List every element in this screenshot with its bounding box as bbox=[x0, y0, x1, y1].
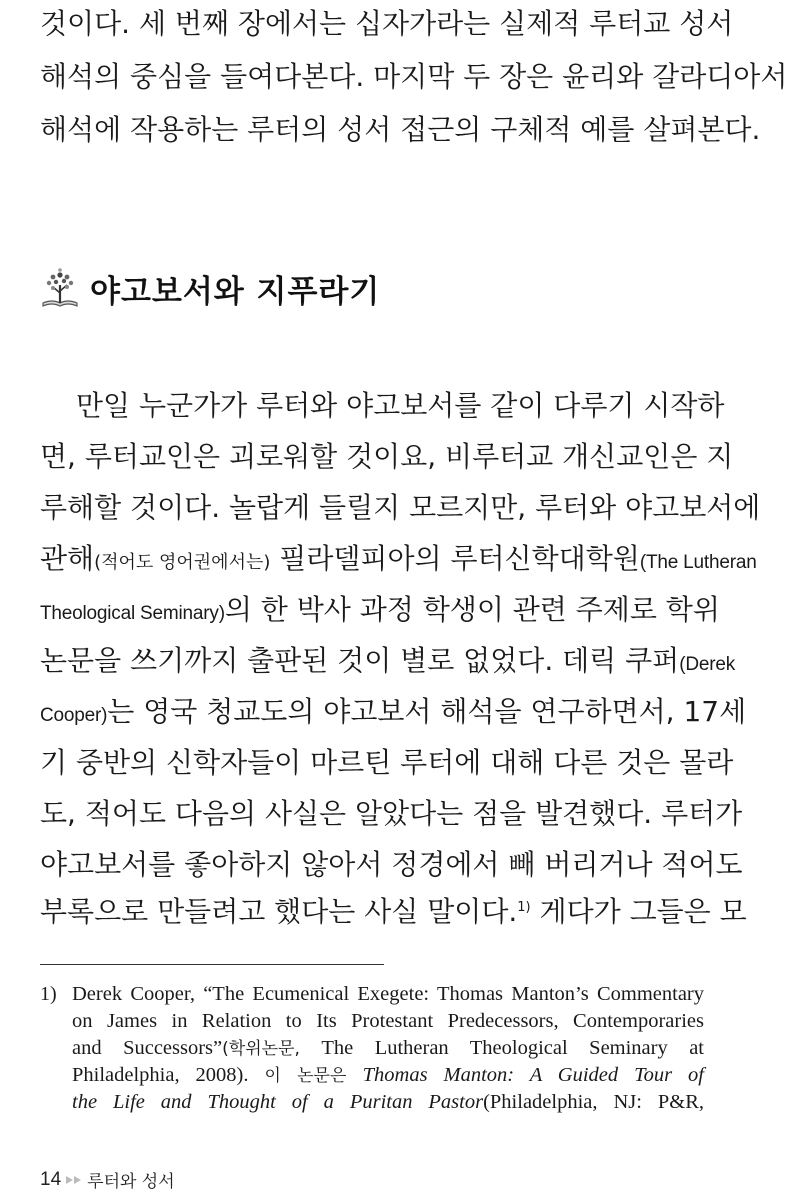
footnote-text-ko: 이 논문은 bbox=[264, 1066, 363, 1086]
body-text: 관해 bbox=[40, 542, 95, 575]
body-text: 필라델피아의 루터신학대학원 bbox=[270, 542, 640, 575]
body-line-10: 야고보서를 좋아하지 않아서 정경에서 빼 버리거나 적어도 bbox=[40, 848, 743, 881]
body-text: 게다가 그들은 모 bbox=[530, 895, 747, 928]
body-line-3: 루해할 것이다. 놀랍게 들릴지 모르지만, 루터와 야고보서에 bbox=[40, 491, 761, 524]
page-footer bbox=[40, 1167, 175, 1192]
footnote-text: The Lutheran Theological Seminary at bbox=[299, 1037, 705, 1059]
section-heading bbox=[40, 264, 380, 312]
body-line-1: 만일 누군가가 루터와 야고보서를 같이 다루기 시작하 bbox=[76, 389, 725, 422]
body-english-name: (Derek bbox=[679, 654, 736, 675]
footnote-text-ko: (학위논문, bbox=[222, 1039, 300, 1059]
intro-line-1: 것이다. 세 번째 장에서는 십자가라는 실제적 루터교 성서 bbox=[40, 7, 734, 40]
body-line-11 bbox=[40, 892, 747, 932]
footnote-text: and Successors” bbox=[72, 1037, 223, 1059]
intro-line-3: 해석에 작용하는 루터의 성서 접근의 구체적 예를 살펴본다. bbox=[40, 113, 761, 146]
body-text: 는 영국 청교도의 야고보서 해석을 연구하면서, 17세 bbox=[107, 695, 747, 728]
footnote-divider bbox=[40, 964, 384, 965]
tree-on-book-icon bbox=[40, 267, 80, 309]
body-text: 부록으로 만들려고 했다는 사실 말이다. bbox=[40, 895, 518, 928]
body-line-2: 면, 루터교인은 괴로워할 것이요, 비루터교 개신교인은 지 bbox=[40, 440, 734, 473]
body-text: 논문을 쓰기까지 출판된 것이 별로 없었다. 데릭 쿠퍼 bbox=[40, 644, 680, 677]
page-number: 14 bbox=[40, 1168, 62, 1190]
body-english-name: Theological Seminary) bbox=[40, 603, 225, 624]
body-english-name: Cooper) bbox=[40, 705, 108, 726]
intro-line-2: 해석의 중심을 들여다본다. 마지막 두 장은 윤리와 갈라디아서 bbox=[40, 60, 788, 93]
footnote-line-5 bbox=[72, 1089, 704, 1115]
body-parenthetical: (적어도 영어권에서는) bbox=[94, 552, 271, 573]
footnote-line-2: on James in Relation to Its Protestant Predecessors, Contemporaries bbox=[72, 1010, 704, 1032]
body-line-4 bbox=[40, 539, 757, 583]
footnote-number: 1) bbox=[40, 983, 57, 1005]
body-line-6 bbox=[40, 641, 736, 685]
footnote-text: Philadelphia, 2008). bbox=[72, 1064, 265, 1086]
body-line-8: 기 중반의 신학자들이 마르틴 루터에 대해 다른 것은 몰라 bbox=[40, 746, 734, 779]
body-text: 의 한 박사 과정 학생이 관련 주제로 학위 bbox=[224, 593, 720, 626]
footnote-line-1: Derek Cooper, “The Ecumenical Exegete: Thomas Manton’s Commentary bbox=[72, 983, 704, 1005]
double-triangle-icon bbox=[65, 1174, 83, 1186]
footnote-book-title: the Life and Thought of a Puritan Pastor bbox=[72, 1091, 484, 1113]
body-line-7 bbox=[40, 692, 747, 736]
section-title: 야고보서와 지푸라기 bbox=[90, 273, 381, 310]
body-line-5 bbox=[40, 590, 720, 634]
footnote-line-3 bbox=[72, 1035, 704, 1062]
running-title: 루터와 성서 bbox=[87, 1172, 175, 1192]
body-english-name: (The Lutheran bbox=[639, 552, 757, 573]
footnote-text: (Philadelphia, NJ: P&R, bbox=[483, 1091, 704, 1113]
body-line-9: 도, 적어도 다음의 사실은 알았다는 점을 발견했다. 루터가 bbox=[40, 797, 743, 830]
footnote-book-title: Thomas Manton: A Guided Tour of bbox=[362, 1064, 704, 1086]
footnote-reference[interactable]: 1) bbox=[517, 900, 531, 915]
footnote-line-4 bbox=[72, 1062, 704, 1089]
